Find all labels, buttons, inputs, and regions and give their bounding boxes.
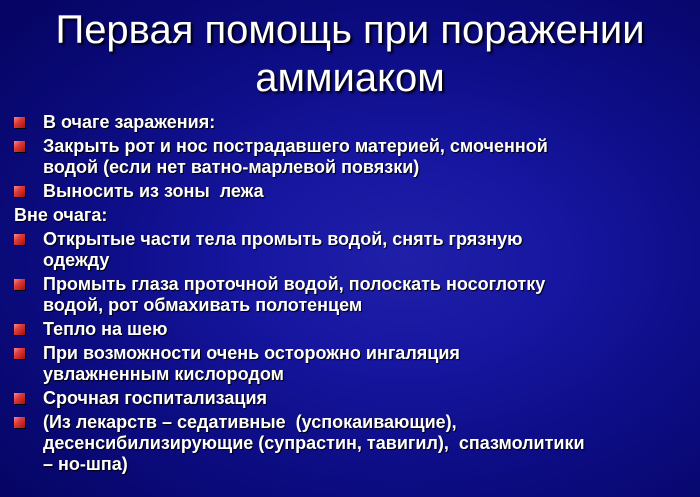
list-item [14,229,694,271]
square-bullet-icon [14,186,25,197]
slide-title [0,6,700,102]
item-text: Тепло на шею [43,319,168,339]
square-bullet-icon [14,324,25,335]
item-text-line: При возможности очень осторожно ингаляция [43,343,460,363]
square-bullet-icon [14,348,25,359]
square-bullet-icon [14,117,25,128]
item-text-line: одежду [43,250,110,270]
item-text: Вне очага: [14,205,108,225]
item-text-line: Закрыть рот и нос пострадавшего материей, смоченной [43,136,548,156]
item-text-line: – но-шпа) [43,454,128,474]
item-text: Срочная госпитализация [43,388,268,408]
item-text-line: (Из лекарств – седативные (успокаивающие), [43,412,457,432]
item-text-line: десенсибилизирующие (супрастин, тавигил), спазмолитики [43,433,585,453]
item-text-line: водой, рот обмахивать полотенцем [43,295,363,315]
square-bullet-icon [14,279,25,290]
section-heading [14,205,694,226]
bullet-list [14,112,694,478]
list-item [14,274,694,316]
square-bullet-icon [14,234,25,245]
title-line-2: аммиаком [255,56,445,100]
list-item [14,136,694,178]
item-text: В очаге заражения: [43,112,216,132]
title-line-1: Первая помощь при поражении [55,8,645,52]
list-item [14,388,694,409]
list-item [14,412,694,475]
list-item [14,112,694,133]
item-text: Выносить из зоны лежа [43,181,264,201]
list-item [14,181,694,202]
item-text-line: увлажненным кислородом [43,364,284,384]
square-bullet-icon [14,141,25,152]
square-bullet-icon [14,417,25,428]
item-text-line: Открытые части тела промыть водой, снять грязную [43,229,523,249]
list-item [14,319,694,340]
list-item [14,343,694,385]
item-text-line: Промыть глаза проточной водой, полоскать носоглотку [43,274,546,294]
item-text-line: водой (если нет ватно-марлевой повязки) [43,157,420,177]
square-bullet-icon [14,393,25,404]
